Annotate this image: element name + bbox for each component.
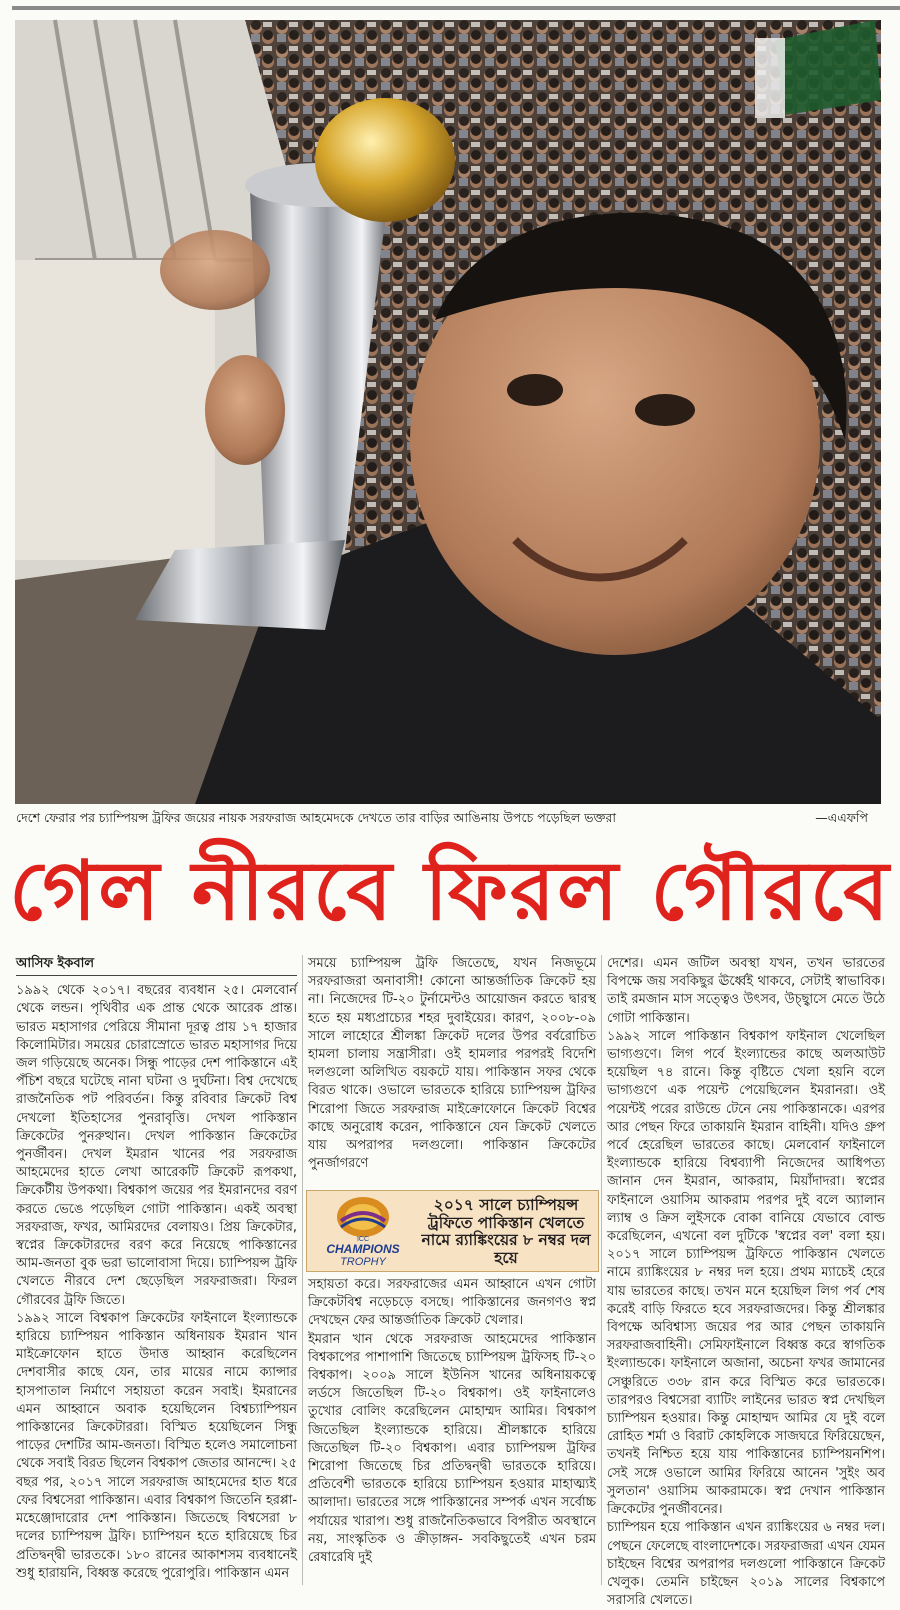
article-column-2-top <box>308 955 596 1185</box>
column-2b-text: সহায়তা করে। সরফরাজের এমন আহ্বানে এখন গোটা ক্রিকেটবিশ্ব নড়েচড়ে বসছে। পাকিস্তানের জনগণও স্বপ্ন দেখছেন ফের আন্তর্জাতিক ক্রিকেট খেলার। ইমরান খান থেকে সরফরাজ আহমেদের পাকিস্তান বিশ্বকাপের পাশাপাশি জিতেছে চ্যাম্পিয়ন্স ট্রফিসহ টি-২০ বিশ্বকাপ। ২০০৯ সালে ইউনিস খানের অধিনায়কত্বে লর্ডসে জিতেছিল টি-২০ বিশ্বকাপ। ওই ফাইনালেও তুখোর বোলিং করেছিলেন মোহাম্মদ আমির। বিশ্বকাপ জিতেছিল ইংল্যান্ডকে হারিয়ে। শ্রীলঙ্কাকে হারিয়ে জিতেছিল টি-২০ বিশ্বকাপ। এবার চ্যাম্পিয়ন্স ট্রফির শিরোপা জিতেছে চির প্রতিদ্বন্দ্বী ভারতকে হারিয়ে। প্রতিবেশী ভারতকে হারিয়ে চ্যাম্পিয়ন হওয়ার মাহাত্ম্যই আলাদা। ভারতের সঙ্গে পাকিস্তানের সম্পর্ক এখন সর্বোচ্চ পর্যায়ের খারাপ। শুধু রাজনৈতিকভাবে বিপরীত অবস্থানে নয়, সাংস্কৃতিক ও ক্রীড়াঙ্গন- সবকিছুতেই এখন চরম রেষারেষি দুই <box>308 1277 596 1566</box>
logo-icc: ICC <box>356 1236 370 1243</box>
photo-credit: —এএফপি <box>815 810 868 825</box>
article-column-1 <box>16 955 297 1585</box>
logo-trophy: TROPHY <box>340 1256 386 1268</box>
headline: গেল নীরবে ফিরল গৌরবে <box>9 844 891 939</box>
page-right-margin <box>886 20 900 1590</box>
column-3-text: দেশের। এমন জটিল অবস্থা যখন, তখন ভারতের বিপক্ষে জয় সবকিছুর ঊর্ধ্বেই থাকবে, সেটাই স্বাভাবিক। তাই রমজান মাস সত্ত্বেও উৎসব, উচ্ছ্বাসে মেতে উঠে গোটা পাকিস্তান। ১৯৯২ সালে পাকিস্তান বিশ্বকাপ ফাইনাল খেলেছিল ভাগ্যগুণে। লিগ পর্বে ইংল্যান্ডের কাছে অলআউট হয়েছিল ৭৪ রানে। কিন্তু বৃষ্টিতে খেলা হয়নি বলে ভাগ্যগুণে এক পয়েন্ট পেয়েছিলেন ইমরানরা। ওই পয়েন্টই পরের রাউন্ডে টেনে নেয় পাকিস্তানকে। এরপর আর পেছন ফিরে তাকায়নি ইমরান বাহিনী। যদিও গ্রুপ পর্বে হেরেছিল ভারতের কাছে। মেলবোর্ন ফাইনালে ইংল্যান্ডকে হারিয়ে বিশ্বব্যাপী নিজেদের আধিপত্য জানান দেন ইমরান, আকরাম, মিয়াঁদাদরা। স্বপ্নের ফাইনালে ওয়াসিম আকরাম পরপর দুই বলে অ্যালান ল্যাম্ব ও ক্রিস লুইসকে বোকা বানিয়ে যেভাবে বোল্ড করেছিলেন, এখনো বল দুটিকে 'স্বপ্নের বল' বলা হয়। ২০১৭ সালে চ্যাম্পিয়ন্স ট্রফিতে পাকিস্তান খেলতে নামে র‌্যাঙ্কিংয়ের ৮ নম্বর দল হয়ে। প্রথম ম্যাচেই হেরে যায় ভারতের কাছে। তখন মনে হয়েছিল লিগ পর্ব শেষ করেই বাড়ি ফিরতে হবে সরফরাজদের। কিন্তু শ্রীলঙ্কার বিপক্ষে অবিশ্বাস্য জয়ের পর আর পেছন তাকায়নি সরফরাজবাহিনী। সেমিফাইনালে বিধ্বস্ত করে স্বাগতিক ইংল্যান্ডকে। ফাইনালে অজানা, অচেনা ফখর জামানের সেঞ্চুরিতে ৩৩৮ রান করে বিস্মিত করে ভারতকে। তারপরও বিশ্বসেরা ব্যাটিং লাইনের ভারত স্বপ্ন দেখছিল চ্যাম্পিয়ন হওয়ার। কিন্তু মোহাম্মদ আমির যে দুই বলে রোহিত শর্মা ও বিরাট কোহলিকে সাজঘরে ফিরিয়েছেন, তখনই নিশ্চিত হয়ে যায় পাকিস্তানের চ্যাম্পিয়নশিপ। সেই সঙ্গে ওভালে আমির ফিরিয়ে আনেন 'সুইং অব সুলতান' ওয়াসিম আকরামকে। স্বপ্ন দেখান পাকিস্তান ক্রিকেটের পুনর্জীবনের। চ্যাম্পিয়ন হয়ে পাকিস্তান এখন র‌্যাঙ্কিংয়ের ৬ নম্বর দল। পেছনে ফেলেছে বাংলাদেশকে। সরফরাজরা এখন যেমন চাইছেন বিশ্বের অপরাপর দলগুলো পাকিস্তানে ক্রিকেট খেলুক। তেমনি চাইছেন ২০১৯ সালের বিশ্বকাপে সরাসরি খেলতে। <box>607 956 885 1609</box>
photo-illustration <box>15 20 881 804</box>
article-column-3 <box>607 955 885 1609</box>
byline: আসিফ ইকবাল <box>16 955 297 976</box>
photo-caption: দেশে ফেরার পর চ্যাম্পিয়ন্স ট্রফির জয়ের নায়ক সরফরাজ আহমেদকে দেখতে তার বাড়ির আঙিনায় উপচে পড়েছিল ভক্তরা <box>16 810 617 825</box>
column-divider <box>601 955 602 1585</box>
trophy-logo-icon <box>313 1195 413 1267</box>
logo-champions: CHAMPIONS <box>326 1242 400 1256</box>
top-rule <box>12 6 900 10</box>
article-column-2-bottom <box>308 1276 596 1585</box>
column-1-text: ১৯৯২ থেকে ২০১৭। বছরের ব্যবধান ২৫। মেলবোর্ন থেকে লন্ডন। পৃথিবীর এক প্রান্ত থেকে আরেক প্রান্ত। ভারত মহাসাগর পেরিয়ে সীমানা দূরত্ব প্রায় ১৭ হাজার কিলোমিটার। সময়ের চোরাস্রোতে ভারত মহাসাগর দিয়ে জল গড়িয়েছে অনেক। সিন্ধু পাড়ের দেশ পাকিস্তানে এই পঁচিশ বছরে ঘটেছে নানা ঘটনা ও দুর্ঘটনা। বিশ্ব দেখেছে রাজনৈতিক পট পরিবর্তন। কিন্তু রবিবার ক্রিকেট বিশ্ব দেখলো ইতিহাসের পুনরাবৃত্তি। দেখল পাকিস্তান ক্রিকেটের পুনরুত্থান। দেখল পাকিস্তান ক্রিকেটের পুনর্জীবন। দেখল ইমরান খানের পর সরফরাজ আহমেদের হাতে লেখা আরেকটি ক্রিকেট রূপকথা, ক্রিকেটীয় উপকথা। বিশ্বকাপ জয়ের পর ইমরানদের বরণ করতে ভেঙে পড়েছিল গোটা পাকিস্তান। একই অবস্থা সরফরাজ, ফখর, আমিরদের বেলায়ও। প্রিয় ক্রিকেটার, স্বপ্নের ক্রিকেটারদের বরণ করে নিয়েছে পাকিস্তানের আম-জনতা বুক ভরা ভালোবাসা দিয়ে। চ্যাম্পিয়ন্স ট্রফি খেলতে নীরবে দেশ ছেড়েছিল সরফরাজরা। ফিরল গৌরবের ট্রফি জিতে। ১৯৯২ সালে বিশ্বকাপ ক্রিকেটের ফাইনালে ইংল্যান্ডকে হারিয়ে চ্যাম্পিয়ন পাকিস্তান অধিনায়ক ইমরান খান মাইক্রোফোন হাতে উদাত্ত আহ্বান করেছিলেন দেশবাসীর কাছে যেন, তার মায়ের নামে ক্যান্সার হাসপাতাল নির্মাণে সহায়তা করেন সবাই। ইমরানের এমন আহ্বানে অবাক হয়েছিলেন বিশ্বচ্যাম্পিয়ন পাকিস্তানের ক্রিকেটাররা। বিস্মিত হয়েছিলেন সিন্ধু পাড়ের দেশটির আম-জনতা। বিস্মিত হলেও সমালোচনা থেকে সবাই বিরত ছিলেন বিশ্বকাপ জেতার আনন্দে। ২৫ বছর পর, ২০১৭ সালে সরফরাজ আহমেদের হাত ধরে ফের বিশ্বসেরা পাকিস্তান। এবার বিশ্বকাপ জিতেনি হরপ্পা-মহেঞ্জোদারোর দেশ পাকিস্তান। জিতেছে বিশ্বসেরা ৮ দলের চ্যাম্পিয়ন্স ট্রফি। চ্যাম্পিয়ন হতে হারিয়েছে চির প্রতিদ্বন্দ্বী ভারতকে। ১৮০ রানের আকাশসম ব্যবধানেই শুধু হারায়নি, বিধ্বস্ত করেছে পুরোপুরি। পাকিস্তান এমন <box>16 983 297 1581</box>
pull-quote-box <box>306 1190 599 1272</box>
pull-quote-text: ২০১৭ সালে চ্যাম্পিয়ন্স ট্রফিতে পাকিস্তান খেলতে নামে র‌্যাঙ্কিংয়ের ৮ নম্বর দল হয়ে <box>421 1196 591 1267</box>
trophy-selfie-photo <box>15 20 881 804</box>
column-2a-text: সময়ে চ্যাম্পিয়ন্স ট্রফি জিতেছে, যখন নিজভূমে সরফরাজরা অনাবাসী! কোনো আন্তর্জাতিক ক্রিকেট হয় না। নিজেদের টি-২০ টুর্নামেন্টও আয়োজন করতে দ্বারস্থ হতে হয় মধ্যপ্রাচ্যের শহর দুবাইয়ের। কারণ, ২০০৮-০৯ সালে লাহোরে শ্রীলঙ্কা ক্রিকেট দলের উপর বর্বরোচিত হামলা চালায় সন্ত্রাসীরা। ওই হামলার পরপরই বিদেশি দলগুলো অলিখিত বয়কটে যায়। পাকিস্তান সফর থেকে বিরত থাকে। ওভালে ভারতকে হারিয়ে চ্যাম্পিয়ন্স ট্রফির শিরোপা জিতে সরফরাজ মাইক্রোফোনে ক্রিকেট বিশ্বের কাছে অনুরোধ করেন, পাকিস্তানে যেন ক্রিকেট খেলতে যায় অপরাপর দলগুলো। পাকিস্তান ক্রিকেটের পুনর্জাগরণে <box>308 956 596 1172</box>
champions-trophy-logo <box>313 1195 413 1267</box>
column-divider <box>302 955 303 1585</box>
